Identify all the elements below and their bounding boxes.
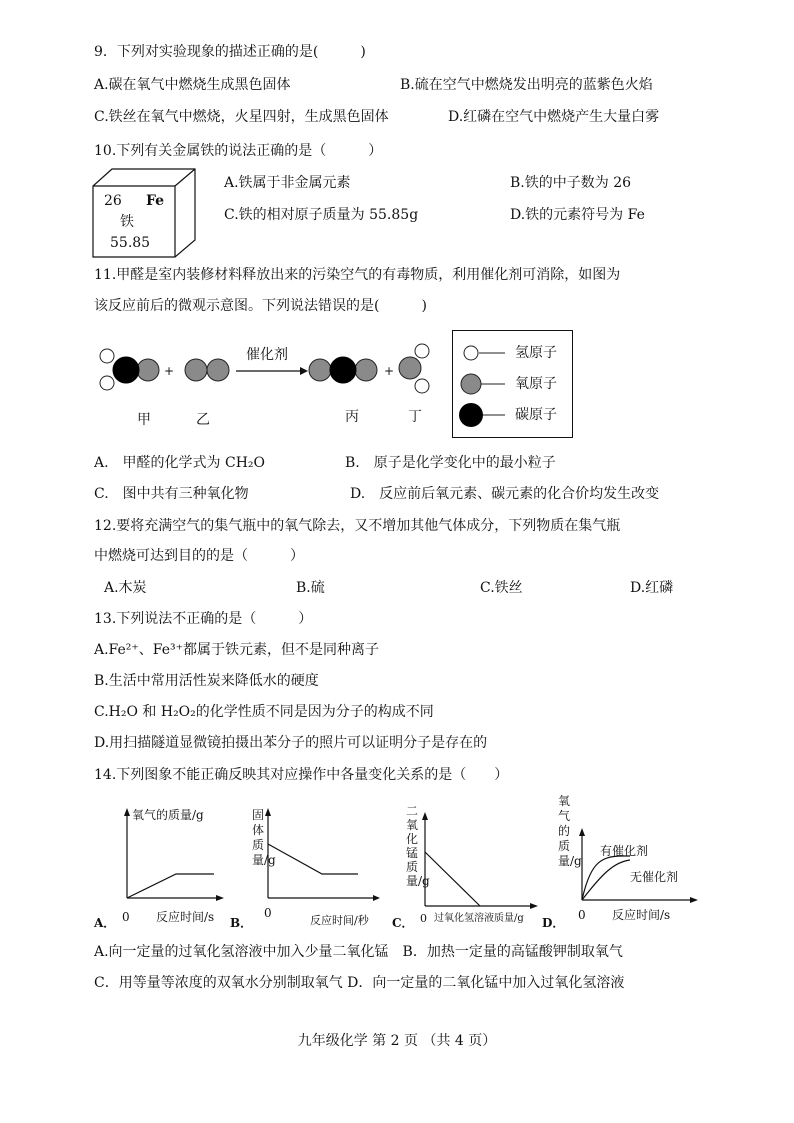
q10-stem: 10.下列有关金属铁的说法正确的是（ ）	[94, 143, 383, 159]
hydrogen-atom-icon	[464, 346, 478, 360]
label-bing: 丙	[345, 409, 359, 425]
graph-c-letter: C．	[392, 916, 414, 930]
q12-option-a: A.木炭	[104, 580, 147, 596]
element-card	[92, 168, 196, 258]
q11-option-c: C. 图中共有三种氧化物	[94, 486, 249, 502]
label-yi: 乙	[196, 412, 210, 428]
reaction-diagram	[94, 330, 594, 440]
graph-a	[94, 798, 224, 930]
graph-d-curve-no-catalyst: 无催化剂	[630, 870, 679, 884]
plus-sign-1: +	[164, 364, 175, 378]
graph-d-letter: D．	[542, 916, 565, 930]
element-number: 26	[104, 193, 122, 209]
graph-d	[542, 794, 702, 930]
q9-option-c: C.铁丝在氧气中燃烧，火星四射，生成黑色固体	[94, 109, 389, 125]
q9-option-a: A.碳在氧气中燃烧生成黑色固体	[94, 77, 291, 93]
q10-option-c: C.铁的相对原子质量为 55.85g	[224, 207, 419, 223]
graph-b-letter: B．	[230, 916, 253, 930]
q12-option-b: B.硫	[296, 580, 325, 596]
q11-option-b: B. 原子是化学变化中的最小粒子	[345, 455, 556, 471]
legend-carbon: 碳原子	[515, 407, 557, 423]
q14-options-line1: A.向一定量的过氧化氢溶液中加入少量二氧化锰 B．加热一定量的高锰酸钾制取氧气	[94, 944, 623, 960]
q11-stem-line2: 该反应前后的微观示意图。下列说法错误的是( )	[94, 298, 427, 314]
q12-stem-line1: 12.要将充满空气的集气瓶中的氧气除去，又不增加其他气体成分，下列物质在集气瓶	[94, 518, 621, 534]
q10-option-a: A.铁属于非金属元素	[224, 175, 351, 191]
graph-c-ylabel: 二氧化锰质量/g	[406, 804, 430, 888]
graph-d-xlabel: 反应时间/s	[612, 908, 671, 922]
q13-option-a: A.Fe²⁺、Fe³⁺都属于铁元素，但不是同种离子	[94, 642, 380, 658]
q14-options-line2: C．用等量等浓度的双氧水分别制取氧气 D．向一定量的二氧化锰中加入过氧化氢溶液	[94, 975, 625, 991]
legend-hydrogen: 氢原子	[515, 345, 557, 361]
legend-oxygen: 氧原子	[515, 376, 557, 392]
q12-option-c: C.铁丝	[480, 580, 523, 596]
label-ding: 丁	[408, 409, 422, 425]
q12-option-d: D.红磷	[630, 580, 674, 596]
q9-option-b: B.硫在空气中燃烧发出明亮的蓝紫色火焰	[400, 77, 653, 93]
element-mass: 55.85	[110, 235, 151, 251]
q11-option-a: A. 甲醛的化学式为 CH₂O	[94, 455, 266, 471]
q9-stem: 9．下列对实验现象的描述正确的是( )	[94, 44, 366, 60]
q13-stem: 13.下列说法不正确的是（ ）	[94, 611, 313, 627]
q11-stem-line1: 11.甲醛是室内装修材料释放出来的污染空气的有毒物质，利用催化剂可消除，如图为	[94, 267, 621, 283]
element-name: 铁	[120, 214, 134, 230]
q10-option-d: D.铁的元素符号为 Fe	[510, 207, 645, 223]
graph-c-origin: 0	[420, 912, 427, 925]
graph-b	[230, 798, 380, 930]
q13-option-d: D.用扫描隧道显微镜拍摄出苯分子的照片可以证明分子是存在的	[94, 735, 488, 751]
atom-legend	[452, 330, 573, 438]
graph-a-origin: 0	[122, 910, 130, 924]
q9-option-d: D.红磷在空气中燃烧产生大量白雾	[448, 109, 660, 125]
graph-a-ylabel: 氧气的质量/g	[132, 808, 204, 822]
label-jia: 甲	[137, 412, 151, 428]
element-symbol: Fe	[146, 193, 165, 209]
graph-a-letter: A．	[94, 916, 116, 930]
graph-b-ylabel: 固体质量/g	[252, 808, 276, 867]
graph-d-origin: 0	[578, 908, 586, 922]
q11-option-d: D. 反应前后氧元素、碳元素的化合价均发生改变	[350, 486, 660, 502]
graph-a-xlabel: 反应时间/s	[156, 910, 215, 924]
q14-stem: 14.下列图象不能正确反映其对应操作中各量变化关系的是（ ）	[94, 767, 509, 783]
graph-c-xlabel: 过氧化氢溶液质量/g	[434, 913, 524, 924]
graph-d-ylabel: 氧气的质量/g	[558, 794, 582, 868]
q13-option-b: B.生活中常用活性炭来降低水的硬度	[94, 673, 319, 689]
graph-b-xlabel: 反应时间/秒	[310, 914, 369, 927]
oxygen-atom-icon	[461, 374, 481, 394]
graph-d-curve-catalyst: 有催化剂	[600, 844, 649, 858]
carbon-atom-icon	[459, 403, 483, 427]
catalyst-label: 催化剂	[246, 347, 288, 363]
plus-sign-2: +	[384, 364, 395, 378]
graph-b-origin: 0	[264, 906, 272, 920]
q10-option-b: B.铁的中子数为 26	[510, 175, 632, 191]
q13-option-c: C.H₂O 和 H₂O₂的化学性质不同是因为分子的构成不同	[94, 704, 434, 720]
q12-stem-line2: 中燃烧可达到目的的是（ ）	[94, 548, 304, 564]
graph-c	[392, 798, 542, 930]
page-footer: 九年级化学 第 2 页 （共 4 页）	[297, 1033, 497, 1049]
